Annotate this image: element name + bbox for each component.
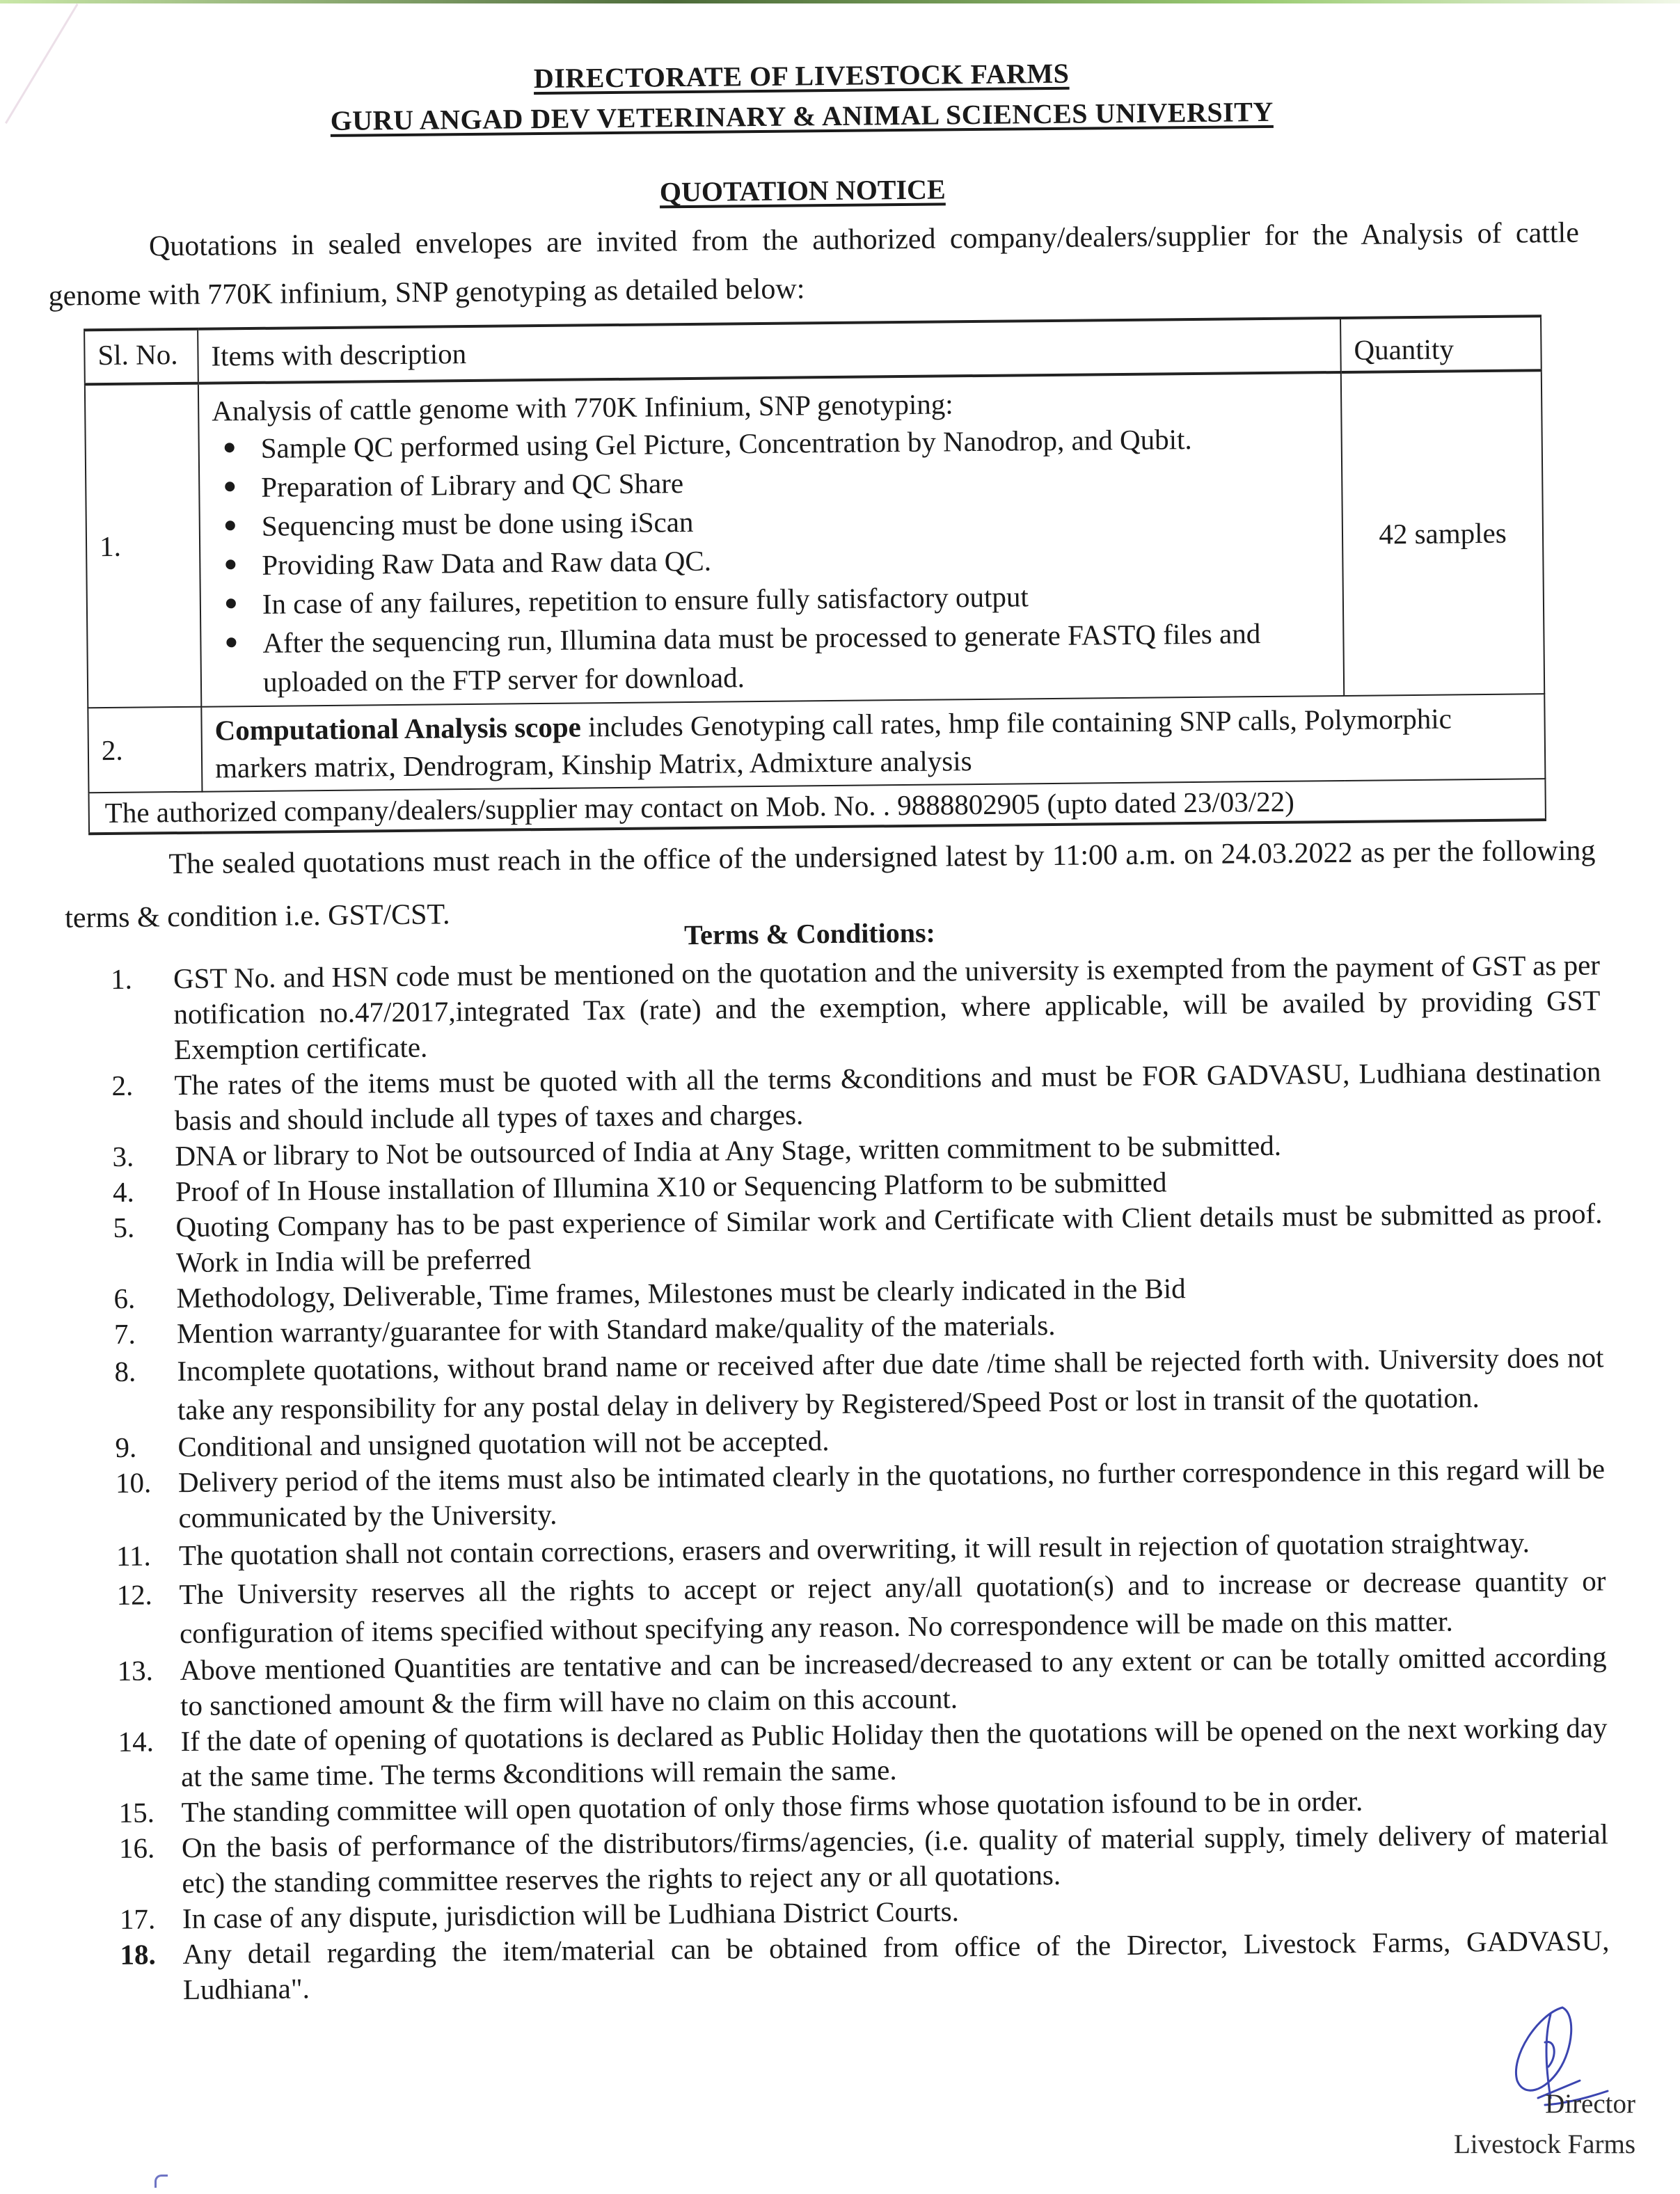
term-number: 9.	[115, 1431, 137, 1463]
row-description	[201, 694, 1545, 792]
ink-mark	[154, 2175, 168, 2188]
term-text: Delivery period of the items must also be intimated clearly in the quotations, no further correspondence in this regard will be communicated by the University.	[177, 1452, 1606, 1534]
bullet-icon	[225, 443, 235, 452]
items-table	[84, 315, 1546, 835]
signatory-block	[1434, 2084, 1635, 2165]
term-number: 7.	[113, 1317, 136, 1350]
term-number: 6.	[113, 1282, 136, 1314]
term-text: The rates of the items must be quoted with all the terms &conditions and must be FOR GADVASU, Ludhiana destination basis and should include all types of taxes and charges.	[174, 1055, 1601, 1137]
list-item-text: Sample QC performed using Gel Picture, Concentration by Nanodrop, and Qubit.	[260, 423, 1192, 464]
signatory-office: Livestock Farms	[1453, 2129, 1635, 2159]
term-text: Quoting Company has to be past experience of Similar work and Certificate with Client details must be submitted as proof. Work in India will be preferred	[175, 1197, 1603, 1279]
term-number: 5.	[113, 1211, 135, 1243]
term-item	[111, 947, 1601, 1068]
term-number: 16.	[118, 1831, 155, 1864]
term-item	[116, 1561, 1606, 1653]
row-description	[198, 372, 1344, 707]
term-text: Any detail regarding the item/material can be obtained from office of the Director, Livestock Farms, GADVASU, Ludhiana".	[182, 1924, 1610, 2006]
bullet-icon	[226, 637, 236, 647]
header-description: Items with description	[198, 318, 1341, 383]
requirement-list	[212, 418, 1331, 701]
term-number: 14.	[118, 1725, 154, 1758]
term-text: Mention warranty/guarantee for with Standard make/quality of the materials.	[176, 1308, 1056, 1350]
term-text: On the basis of performance of the distributors/firms/agencies, (i.e. quality of material supply, timely delivery of material etc) the standing committee reserves the rights to reject any or all quotations.	[181, 1818, 1609, 1900]
term-number: 4.	[112, 1175, 134, 1208]
term-number: 18.	[120, 1938, 156, 1971]
bullet-icon	[225, 559, 235, 569]
term-text: The quotation shall not contain corrections, erasers and overwriting, it will result in rejection of quotation straightway.	[178, 1526, 1530, 1572]
term-text: Conditional and unsigned quotation will not be accepted.	[177, 1424, 830, 1463]
term-text: The standing committee will open quotation of only those firms whose quotation isfound to be in order.	[181, 1784, 1363, 1829]
row-sl-no: 2.	[88, 707, 202, 793]
term-text: If the date of opening of quotations is declared as Public Holiday then the quotations will be opened on the next working day at the same time. The terms &conditions will remain the same.	[180, 1711, 1608, 1793]
list-item-text: In case of any failures, repetition to ensure fully satisfactory output	[262, 580, 1029, 620]
row-sl-no: 1.	[85, 383, 201, 708]
contact-note: The authorized company/dealers/supplier may contact on Mob. No. . 9888802905 (upto dated 23/03/22)	[88, 779, 1545, 834]
term-text: Methodology, Deliverable, Time frames, Milestones must be clearly indicated in the Bid	[176, 1272, 1186, 1314]
term-number: 3.	[112, 1140, 134, 1172]
bullet-icon	[226, 598, 236, 608]
term-text: The University reserves all the rights to accept or reject any/all quotation(s) and to increase or decrease quantity or configuration of items specified without specifying any reason. No correspondence will be made on this matter.	[179, 1564, 1606, 1650]
row-description-bold-lead: Computational Analysis scope	[214, 710, 582, 747]
term-number: 11.	[116, 1539, 151, 1572]
header-sl-no: Sl. No.	[84, 329, 198, 385]
intro-paragraph: Quotations in sealed envelopes are invited from the authorized company/dealers/supplier for the Analysis of cattle genome with 770K infinium, SNP genotyping as detailed below:	[48, 216, 1580, 312]
term-number: 15.	[118, 1796, 155, 1829]
term-number: 2.	[111, 1069, 134, 1102]
term-item	[120, 1923, 1610, 2008]
row-description-lead: Analysis of cattle genome with 770K Infinium, SNP genotyping:	[212, 388, 953, 427]
terms-list	[111, 947, 1610, 2008]
row-description-text: includes Genotyping call rates, hmp file containing SNP calls, Polymorphic markers matrix, Dendrogram, Kinship Matrix, Admixture analysis	[214, 702, 1452, 784]
header-quantity: Quantity	[1340, 316, 1542, 372]
term-text: Above mentioned Quantities are tentative and can be increased/decreased to any extent or can be totally omitted according to sanctioned amount & the firm will have no claim on this account.	[180, 1640, 1607, 1722]
terms-title: Terms & Conditions:	[683, 916, 936, 951]
list-item-text: After the sequencing run, Illumina data must be processed to generate FASTQ files and uploaded on the FTP server for download.	[262, 617, 1261, 698]
submission-deadline-paragraph: The sealed quotations must reach in the office of the undersigned latest by 11:00 a.m. on 24.03.2022 as per the following terms & condition i.e. GST/CST.	[64, 834, 1596, 935]
letterhead	[0, 48, 1612, 144]
list-item-text: Providing Raw Data and Raw data QC.	[262, 544, 712, 581]
signatory-title: Director	[1545, 2089, 1635, 2119]
term-text: In case of any dispute, jurisdiction will be Ludhiana District Courts.	[182, 1895, 960, 1935]
bullet-icon	[225, 482, 235, 491]
list-item-text: Sequencing must be done using iScan	[261, 505, 694, 542]
term-text: Proof of In House installation of Illumina X10 or Sequencing Platform to be submitted	[175, 1166, 1167, 1208]
table-row	[85, 370, 1544, 708]
bullet-icon	[225, 520, 235, 530]
term-number: 10.	[115, 1466, 152, 1499]
term-number: 8.	[114, 1355, 136, 1388]
term-text: Incomplete quotations, without brand name or received after due date /time shall be rejected forth with. University does not take any responsibility for any postal delay in delivery by Registered/Speed Post or lost in transit of the quotation.	[177, 1341, 1604, 1426]
row-quantity: 42 samples	[1341, 370, 1544, 696]
term-number: 1.	[110, 962, 133, 995]
university-title: GURU ANGAD DEV VETERINARY & ANIMAL SCIENCES UNIVERSITY	[330, 95, 1274, 136]
list-item	[262, 613, 1331, 701]
term-number: 17.	[119, 1902, 156, 1935]
term-text: DNA or library to Not be outsourced of India at Any Stage, written commitment to be submitted.	[175, 1129, 1282, 1172]
notice-title: QUOTATION NOTICE	[659, 173, 946, 208]
signature-stroke	[1516, 2008, 1571, 2090]
term-number: 12.	[116, 1578, 153, 1611]
list-item-text: Preparation of Library and QC Share	[261, 467, 684, 503]
table-row	[88, 694, 1545, 793]
term-number: 13.	[117, 1654, 154, 1687]
directorate-title: DIRECTORATE OF LIVESTOCK FARMS	[533, 57, 1070, 95]
term-item	[114, 1337, 1604, 1430]
term-text: GST No. and HSN code must be mentioned on the quotation and the university is exempted from the payment of GST as per notification no.47/2017,integrated Tax (rate) and the exemption, where applicable, will be availed by providing GST Exemption certificate.	[173, 948, 1601, 1066]
